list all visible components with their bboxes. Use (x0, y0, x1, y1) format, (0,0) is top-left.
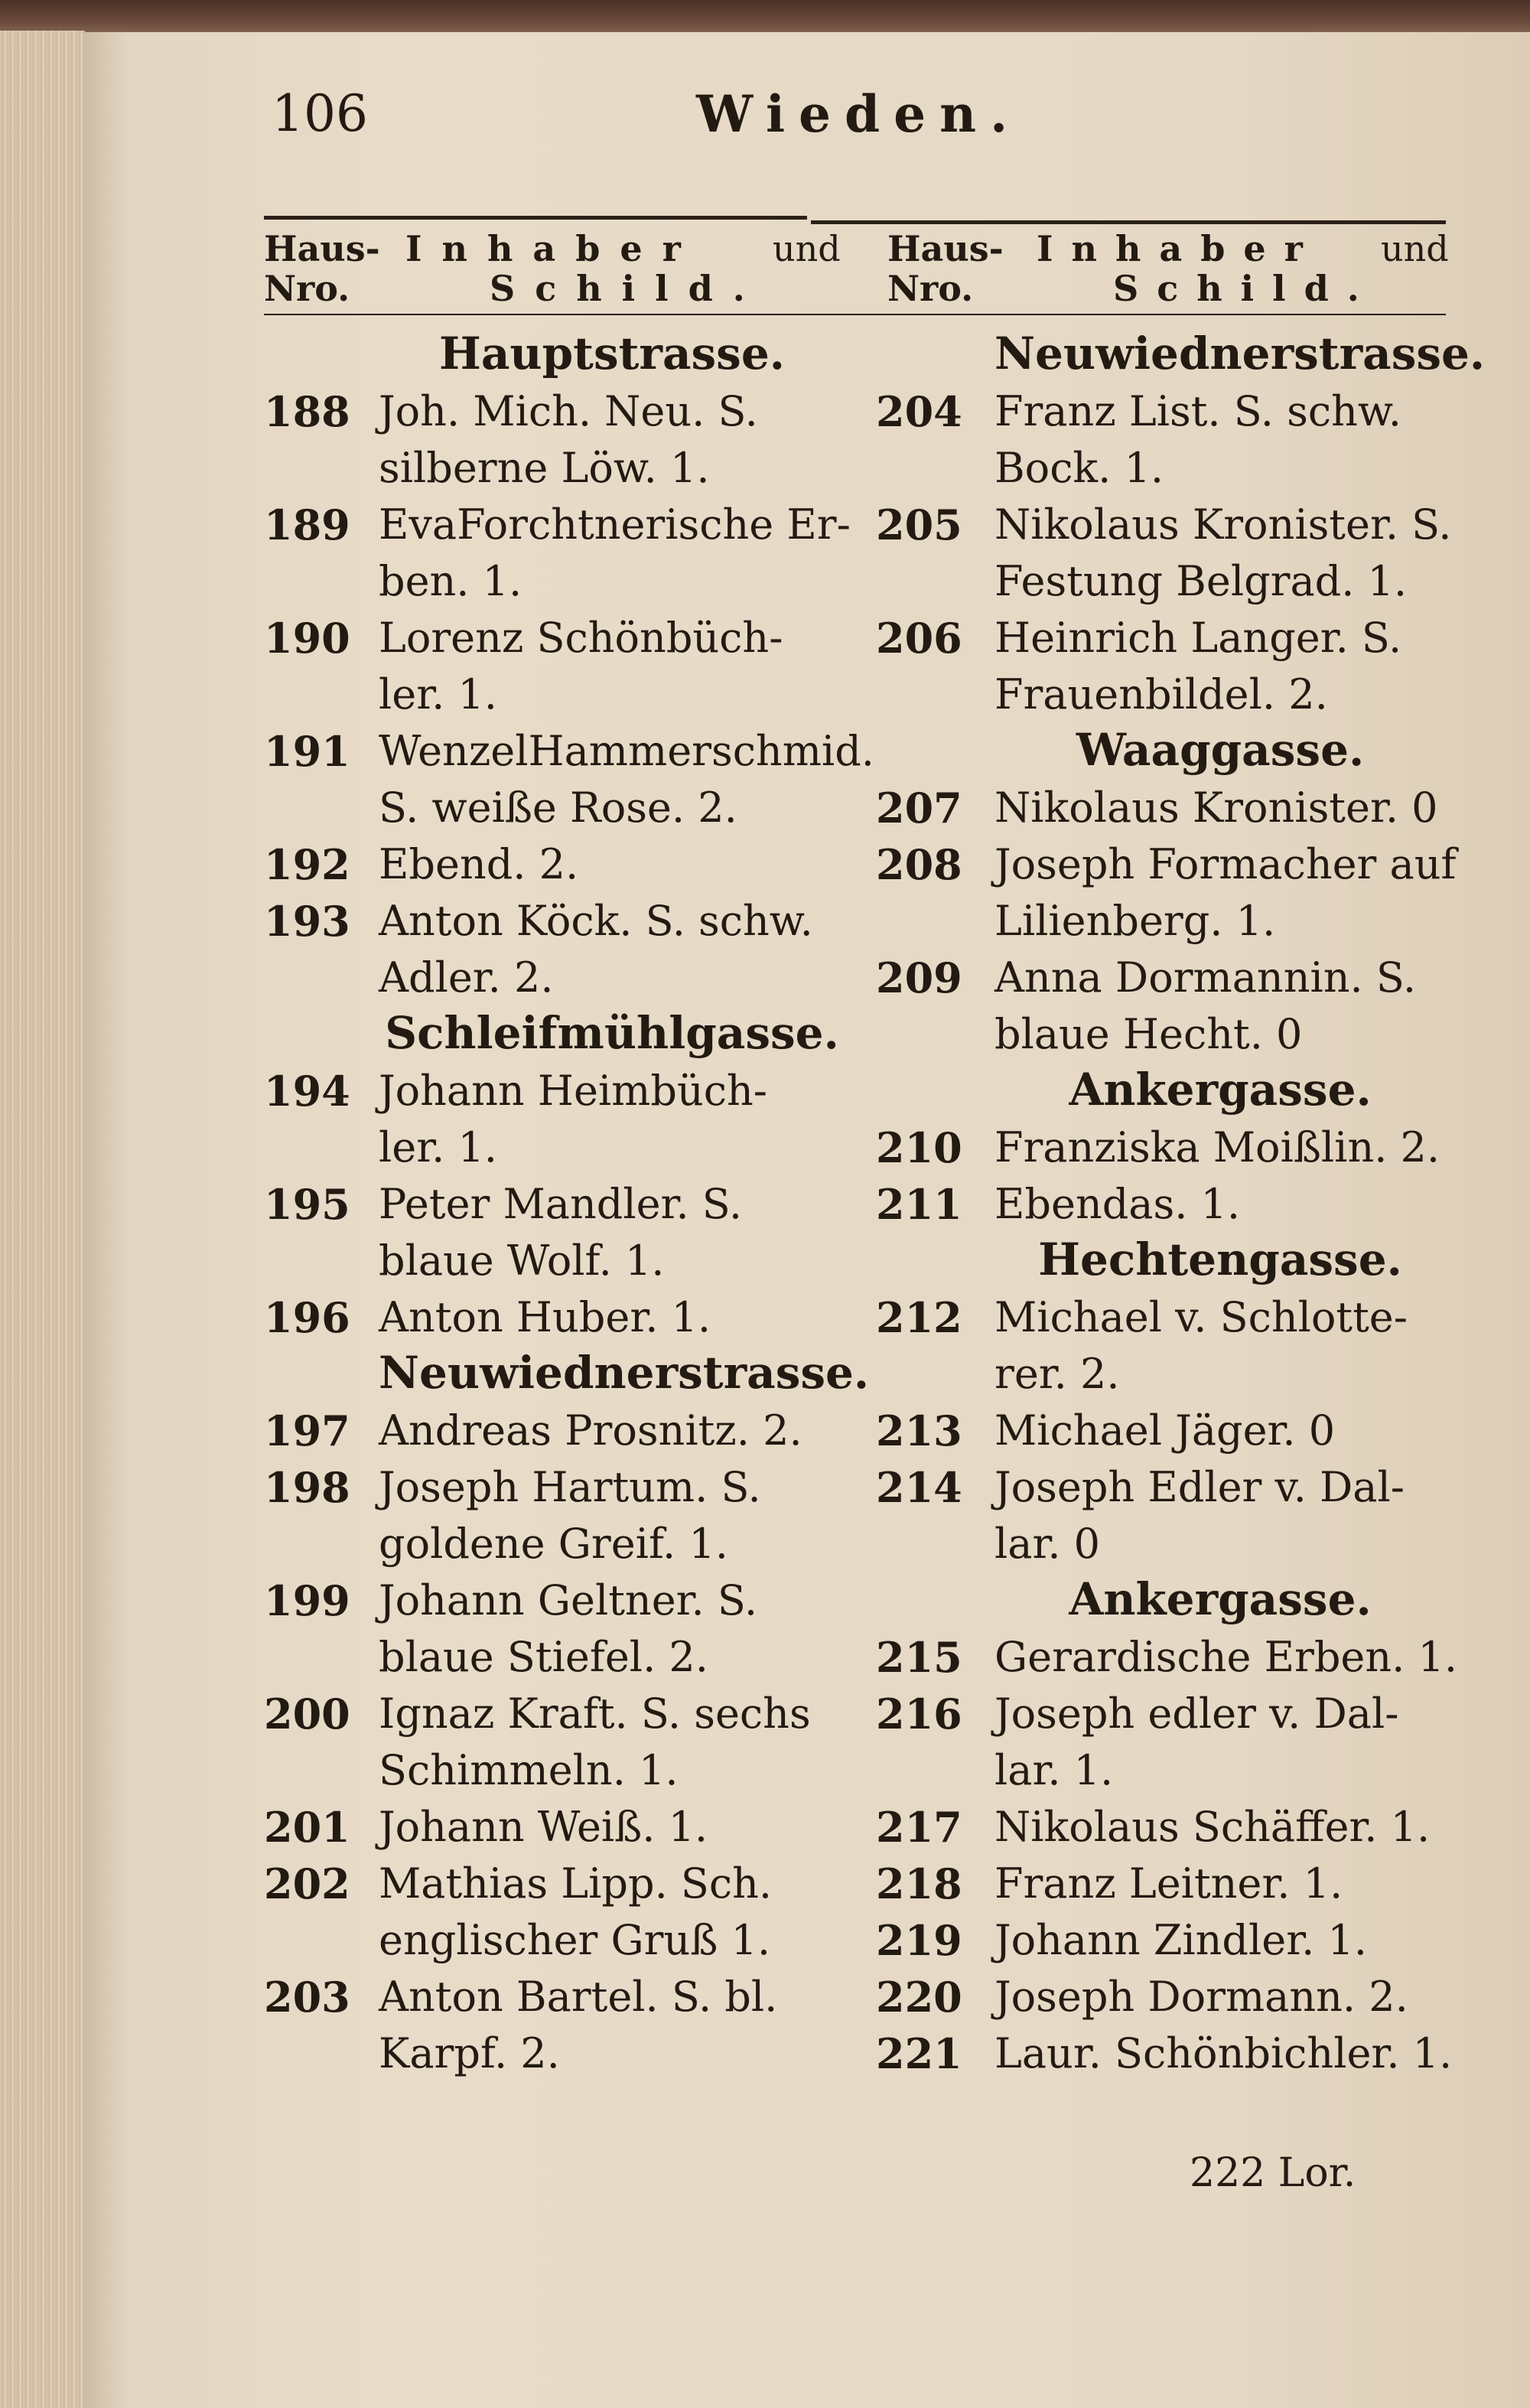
owner-entry: Anton Huber. 1. (379, 1293, 711, 1341)
owner-entry-continuation: ler. 1. (379, 1123, 497, 1171)
owner-entry: WenzelHammerschmid. (379, 727, 874, 775)
header-nro-left: Nro. (264, 268, 350, 309)
owner-entry: Ignaz Kraft. S. sechs (379, 1690, 811, 1738)
house-number: 209 (876, 953, 962, 1002)
owner-entry: Michael Jäger. 0 (994, 1406, 1336, 1455)
street-heading: Hauptstrasse. (439, 327, 785, 380)
owner-entry-continuation: rer. 2. (994, 1350, 1120, 1398)
house-number: 210 (876, 1123, 962, 1172)
owner-entry: Franziska Moißlin. 2. (994, 1123, 1440, 1171)
owner-entry: Nikolaus Kronister. 0 (994, 784, 1438, 832)
house-number: 194 (264, 1067, 350, 1116)
house-number: 193 (264, 897, 350, 946)
header-nro-right: Nro. (887, 268, 974, 309)
owner-entry: Lorenz Schönbüch- (379, 614, 783, 662)
owner-entry: Johann Weiß. 1. (379, 1803, 708, 1851)
owner-entry: Johann Heimbüch- (379, 1067, 767, 1115)
book-page-edges (0, 31, 86, 2408)
house-number: 191 (264, 727, 350, 776)
owner-entry-continuation: blaue Wolf. 1. (379, 1237, 665, 1285)
house-number: 221 (876, 2029, 962, 2078)
street-heading: Neuwiednerstrasse. (379, 1347, 870, 1399)
owner-entry-continuation: Frauenbildel. 2. (994, 670, 1328, 718)
owner-entry: Joseph Dormann. 2. (994, 1973, 1408, 2021)
owner-entry: Nikolaus Kronister. S. (994, 500, 1452, 549)
owner-entry: Laur. Schönbichler. 1. (994, 2029, 1453, 2077)
header-schild-left: Schild. (490, 268, 765, 309)
owner-entry-continuation: Lilienberg. 1. (994, 897, 1276, 945)
house-number: 211 (876, 1180, 962, 1229)
owner-entry-continuation: blaue Hecht. 0 (994, 1010, 1303, 1058)
house-number: 217 (876, 1803, 962, 1852)
owner-entry: Joseph Hartum. S. (379, 1463, 761, 1511)
owner-entry: Joseph Formacher auf (994, 840, 1457, 888)
street-heading: Waaggasse. (1076, 724, 1365, 776)
street-heading: Schleifmühlgasse. (385, 1007, 839, 1059)
owner-entry: Joseph Edler v. Dal- (994, 1463, 1405, 1511)
owner-entry: Anton Bartel. S. bl. (379, 1973, 778, 2021)
owner-entry: Johann Zindler. 1. (994, 1916, 1367, 1964)
house-number: 215 (876, 1633, 962, 1682)
house-number: 195 (264, 1180, 350, 1229)
house-number: 190 (264, 614, 350, 663)
street-heading: Ankergasse. (1069, 1064, 1372, 1116)
house-number: 200 (264, 1690, 350, 1738)
header-underline (264, 314, 1446, 315)
owner-entry: Michael v. Schlotte- (994, 1293, 1408, 1341)
street-heading: Hechtengasse. (1038, 1233, 1402, 1285)
house-number: 203 (264, 1973, 350, 2022)
owner-entry: Mathias Lipp. Sch. (379, 1859, 773, 1908)
header-haus-right: Haus- (887, 228, 1004, 269)
owner-entry-continuation: englischer Gruß 1. (379, 1916, 770, 1964)
owner-entry-continuation: Bock. 1. (994, 444, 1164, 492)
owner-entry: Nikolaus Schäffer. 1. (994, 1803, 1431, 1851)
house-number: 212 (876, 1293, 962, 1342)
owner-entry: Andreas Prosnitz. 2. (379, 1406, 802, 1455)
owner-entry: Heinrich Langer. S. (994, 614, 1402, 662)
house-number: 196 (264, 1293, 350, 1342)
owner-entry: Johann Geltner. S. (379, 1576, 758, 1624)
owner-entry: Joseph edler v. Dal- (994, 1690, 1399, 1738)
house-number: 214 (876, 1463, 962, 1512)
house-number: 205 (876, 500, 962, 549)
book-top-edge (0, 0, 1530, 37)
house-number: 213 (876, 1406, 962, 1455)
house-number: 207 (876, 784, 962, 833)
house-number: 189 (264, 500, 350, 549)
house-number: 216 (876, 1690, 962, 1738)
owner-entry-continuation: blaue Stiefel. 2. (379, 1633, 708, 1681)
owner-entry: EvaForchtnerische Er- (379, 500, 851, 549)
owner-entry: Ebendas. 1. (994, 1180, 1241, 1228)
house-number: 197 (264, 1406, 350, 1455)
owner-entry-continuation: lar. 0 (994, 1520, 1101, 1568)
owner-entry-continuation: lar. 1. (994, 1746, 1114, 1794)
header-haus-left: Haus- (264, 228, 380, 269)
header-rule-right (811, 220, 1446, 224)
house-number: 198 (264, 1463, 350, 1512)
owner-entry: Joh. Mich. Neu. S. (379, 387, 758, 435)
street-heading: Neuwiednerstrasse. (994, 327, 1486, 380)
owner-entry: Franz Leitner. 1. (994, 1859, 1343, 1908)
owner-entry-continuation: ler. 1. (379, 670, 497, 718)
owner-entry-continuation: Festung Belgrad. 1. (994, 557, 1408, 605)
owner-entry: Franz List. S. schw. (994, 387, 1401, 435)
house-number: 188 (264, 387, 350, 436)
owner-entry-continuation: Schimmeln. 1. (379, 1746, 679, 1794)
header-rule-left (264, 216, 807, 220)
street-heading: Ankergasse. (1069, 1573, 1372, 1625)
page-number: 106 (272, 84, 368, 143)
owner-entry-continuation: silberne Löw. 1. (379, 444, 710, 492)
house-number: 204 (876, 387, 962, 436)
running-head: Wieden. (696, 84, 1022, 144)
header-und-right: und (1381, 228, 1449, 269)
header-inhaber-left: Inhaber (405, 228, 701, 269)
owner-entry-continuation: ben. 1. (379, 557, 522, 605)
header-schild-right: Schild. (1113, 268, 1378, 309)
owner-entry-continuation: Adler. 2. (379, 953, 554, 1002)
owner-entry: Gerardische Erben. 1. (994, 1633, 1457, 1681)
owner-entry-continuation: goldene Greif. 1. (379, 1520, 728, 1568)
owner-entry: Anna Dormannin. S. (994, 953, 1417, 1002)
header-und-left: und (773, 228, 841, 269)
owner-entry: Ebend. 2. (379, 840, 579, 888)
house-number: 208 (876, 840, 962, 889)
house-number: 206 (876, 614, 962, 663)
house-number: 199 (264, 1576, 350, 1625)
catchword: 222 Lor. (1190, 2150, 1356, 2196)
owner-entry: Anton Köck. S. schw. (379, 897, 813, 945)
owner-entry-continuation: Karpf. 2. (379, 2029, 560, 2077)
owner-entry: Peter Mandler. S. (379, 1180, 743, 1228)
house-number: 218 (876, 1859, 962, 1908)
house-number: 202 (264, 1859, 350, 1908)
owner-entry-continuation: S. weiße Rose. 2. (379, 784, 737, 832)
header-inhaber-right: Inhaber (1037, 228, 1321, 269)
house-number: 220 (876, 1973, 962, 2022)
house-number: 192 (264, 840, 350, 889)
house-number: 219 (876, 1916, 962, 1965)
house-number: 201 (264, 1803, 350, 1852)
